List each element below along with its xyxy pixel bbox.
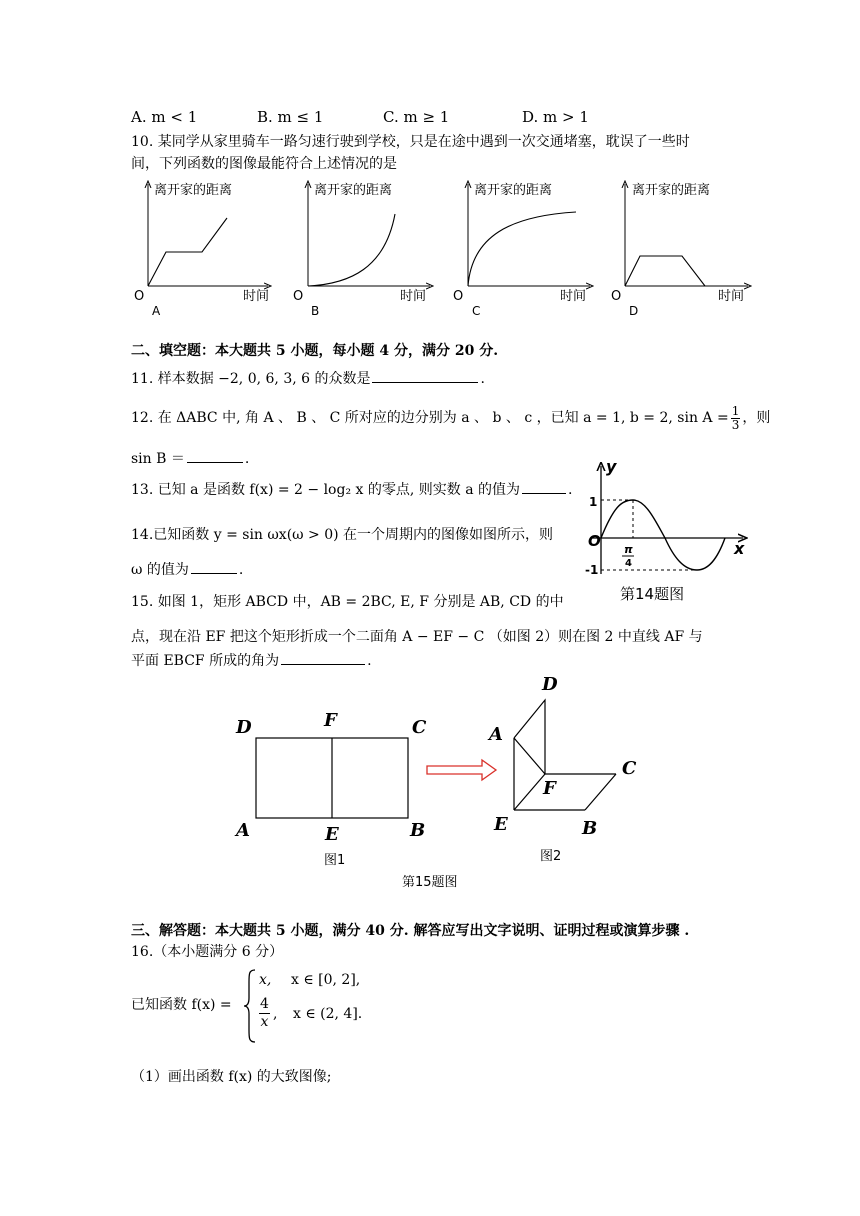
graph-c-letter: C: [472, 304, 481, 318]
fig2-F: F: [543, 778, 556, 799]
fig2-E: E: [494, 814, 508, 835]
q14-tick-1: 1: [589, 495, 598, 509]
q14-blank: [191, 572, 237, 574]
q12-fraction: [731, 405, 741, 432]
graph-a-letter: A: [152, 304, 161, 318]
fig1-D: D: [236, 717, 252, 738]
q15-figures-svg: [0, 668, 860, 898]
q13-text: 13. 已知 a 是函数 f(x) = 2 − log₂ x 的零点, 则实数 a 的值为: [131, 482, 521, 498]
fold-arrow: [427, 760, 496, 780]
fig2-D: D: [542, 674, 558, 695]
q10-line1: 10. 某同学从家里骑车一路匀速行驶到学校，只是在途中遇到一次交通堵塞，耽误了一些时: [131, 134, 690, 150]
q14-omega: ω 的值为: [131, 562, 189, 578]
option-b: B. m ≤ 1: [257, 108, 324, 126]
q13: [131, 479, 572, 499]
q14-pi: π: [624, 543, 633, 556]
graph-a-ylabel: 离开家的距离: [154, 183, 233, 198]
section2-title: 二、填空题：本大题共 5 小题，每小题 4 分，满分 20 分.: [131, 343, 499, 359]
q15-text: 平面 EBCF 所成的角为: [131, 653, 280, 669]
q12-sinb: sin B ＝: [131, 451, 185, 467]
graph-a: [134, 183, 269, 318]
q15-figures: [0, 668, 860, 898]
q12-text-end: ，则: [742, 410, 771, 426]
brace-icon: [243, 968, 257, 1044]
fig1-F: F: [324, 710, 337, 731]
q15-line2: 点，现在沿 EF 把这个矩形折成一个二面角 A − EF − C （如图 2）则在图 2 中直线 AF 与: [131, 629, 703, 645]
q12-line2: [131, 448, 249, 468]
q12-frac-num: 1: [731, 403, 740, 418]
q12-frac-den: 3: [731, 417, 740, 432]
graph-d: [611, 183, 748, 318]
fig1-E: E: [325, 824, 339, 845]
fig2-folded: [487, 674, 637, 864]
graph-d-ylabel: 离开家的距离: [632, 183, 711, 198]
q14-tick-neg1: -1: [585, 563, 599, 577]
q15-suffix: .: [367, 653, 372, 669]
fig1-A: A: [236, 820, 250, 841]
q14-suffix: .: [238, 562, 244, 578]
q16-case2-domain: x ∈ (2, 4].: [293, 1006, 363, 1022]
fig2-A: A: [489, 724, 503, 745]
fig2-B: B: [582, 818, 598, 839]
q12-text: 12. 在 ΔABC 中, 角 A 、 B 、 C 所对应的边分别为 a 、 b 、 c ，已知 a = 1, b = 2, sin A =: [131, 410, 729, 426]
graph-b-ylabel: 离开家的距离: [314, 183, 393, 198]
graph-a-origin: O: [134, 289, 145, 304]
q14-caption: 第14题图: [620, 585, 685, 603]
q15-line3: [131, 650, 372, 670]
q14-four: 4: [625, 558, 632, 569]
section3-title: 三、解答题：本大题共 5 小题，满分 40 分. 解答应写出文字说明、证明过程或演算步骤 .: [131, 923, 690, 939]
graph-c: [453, 183, 590, 318]
graph-b-xlabel: 时间: [400, 289, 427, 304]
fig1-rectangle: [234, 710, 427, 868]
q16-case1-expr: x,: [259, 972, 272, 988]
q14-origin: O: [588, 532, 601, 550]
graph-d-letter: D: [629, 304, 639, 318]
q11-blank: [372, 381, 478, 383]
q16-function: 已知函数 f(x) = x, x ∈ [0, 2], $\frac{4}{x}$ , x ∈ (2, 4].: [131, 964, 531, 1044]
fig1-C: C: [412, 717, 427, 738]
graph-a-xlabel: 时间: [243, 289, 270, 304]
graph-d-origin: O: [611, 289, 622, 304]
q13-suffix: .: [568, 482, 573, 498]
q15-blank: [281, 663, 365, 665]
q16-case2-frac: [259, 996, 270, 1031]
q14-y-label: y: [606, 462, 617, 476]
q10-graphs-svg: [0, 176, 860, 326]
q11-text: 11. 样本数据 −2, 0, 6, 3, 6 的众数是: [131, 371, 371, 387]
q12-blank: [187, 461, 243, 463]
option-a: A. m < 1: [131, 108, 198, 126]
q10-graphs: [0, 176, 860, 326]
graph-b-letter: B: [311, 304, 320, 318]
q14-line1: 14.已知函数 y = sin ωx(ω > 0) 在一个周期内的图像如图所示，则: [131, 527, 554, 543]
q12-suffix: .: [244, 451, 250, 467]
q15-caption: 第15题图: [402, 875, 458, 890]
fig2-C: C: [622, 758, 637, 779]
graph-b-origin: O: [293, 289, 304, 304]
q16-case2-num: 4: [260, 996, 269, 1012]
q12-line1: [131, 402, 770, 434]
graph-c-xlabel: 时间: [560, 289, 587, 304]
q10-line2: 间，下列函数的图像最能符合上述情况的是: [131, 156, 397, 172]
graph-c-ylabel: 离开家的距离: [474, 183, 553, 198]
q16-case2-den: x: [260, 1014, 269, 1030]
q16-header: 16.（本小题满分 6 分）: [131, 944, 284, 960]
q15-line1: 15. 如图 1，矩形 ABCD 中，AB = 2BC, E, F 分别是 AB, CD 的中: [131, 594, 564, 610]
graph-c-origin: O: [453, 289, 464, 304]
q11: [131, 368, 485, 388]
graph-b: [293, 183, 430, 318]
q13-blank: [522, 492, 566, 494]
q16-lead: 已知函数 f(x) =: [131, 997, 232, 1013]
fig1-caption: 图1: [324, 853, 346, 868]
graph-d-xlabel: 时间: [718, 289, 745, 304]
q14-line2: [131, 559, 243, 579]
q16-sub1: （1）画出函数 f(x) 的大致图像;: [131, 1069, 332, 1085]
q14-figure-svg: [580, 462, 760, 607]
q11-suffix: .: [480, 371, 485, 387]
fig2-caption: 图2: [540, 849, 562, 864]
q16-case1-domain: x ∈ [0, 2],: [291, 972, 361, 988]
option-d: D. m > 1: [522, 108, 589, 126]
fig1-B: B: [410, 820, 426, 841]
option-c: C. m ≥ 1: [383, 108, 450, 126]
q14-x-label: x: [734, 539, 745, 558]
q14-figure: [580, 462, 760, 607]
